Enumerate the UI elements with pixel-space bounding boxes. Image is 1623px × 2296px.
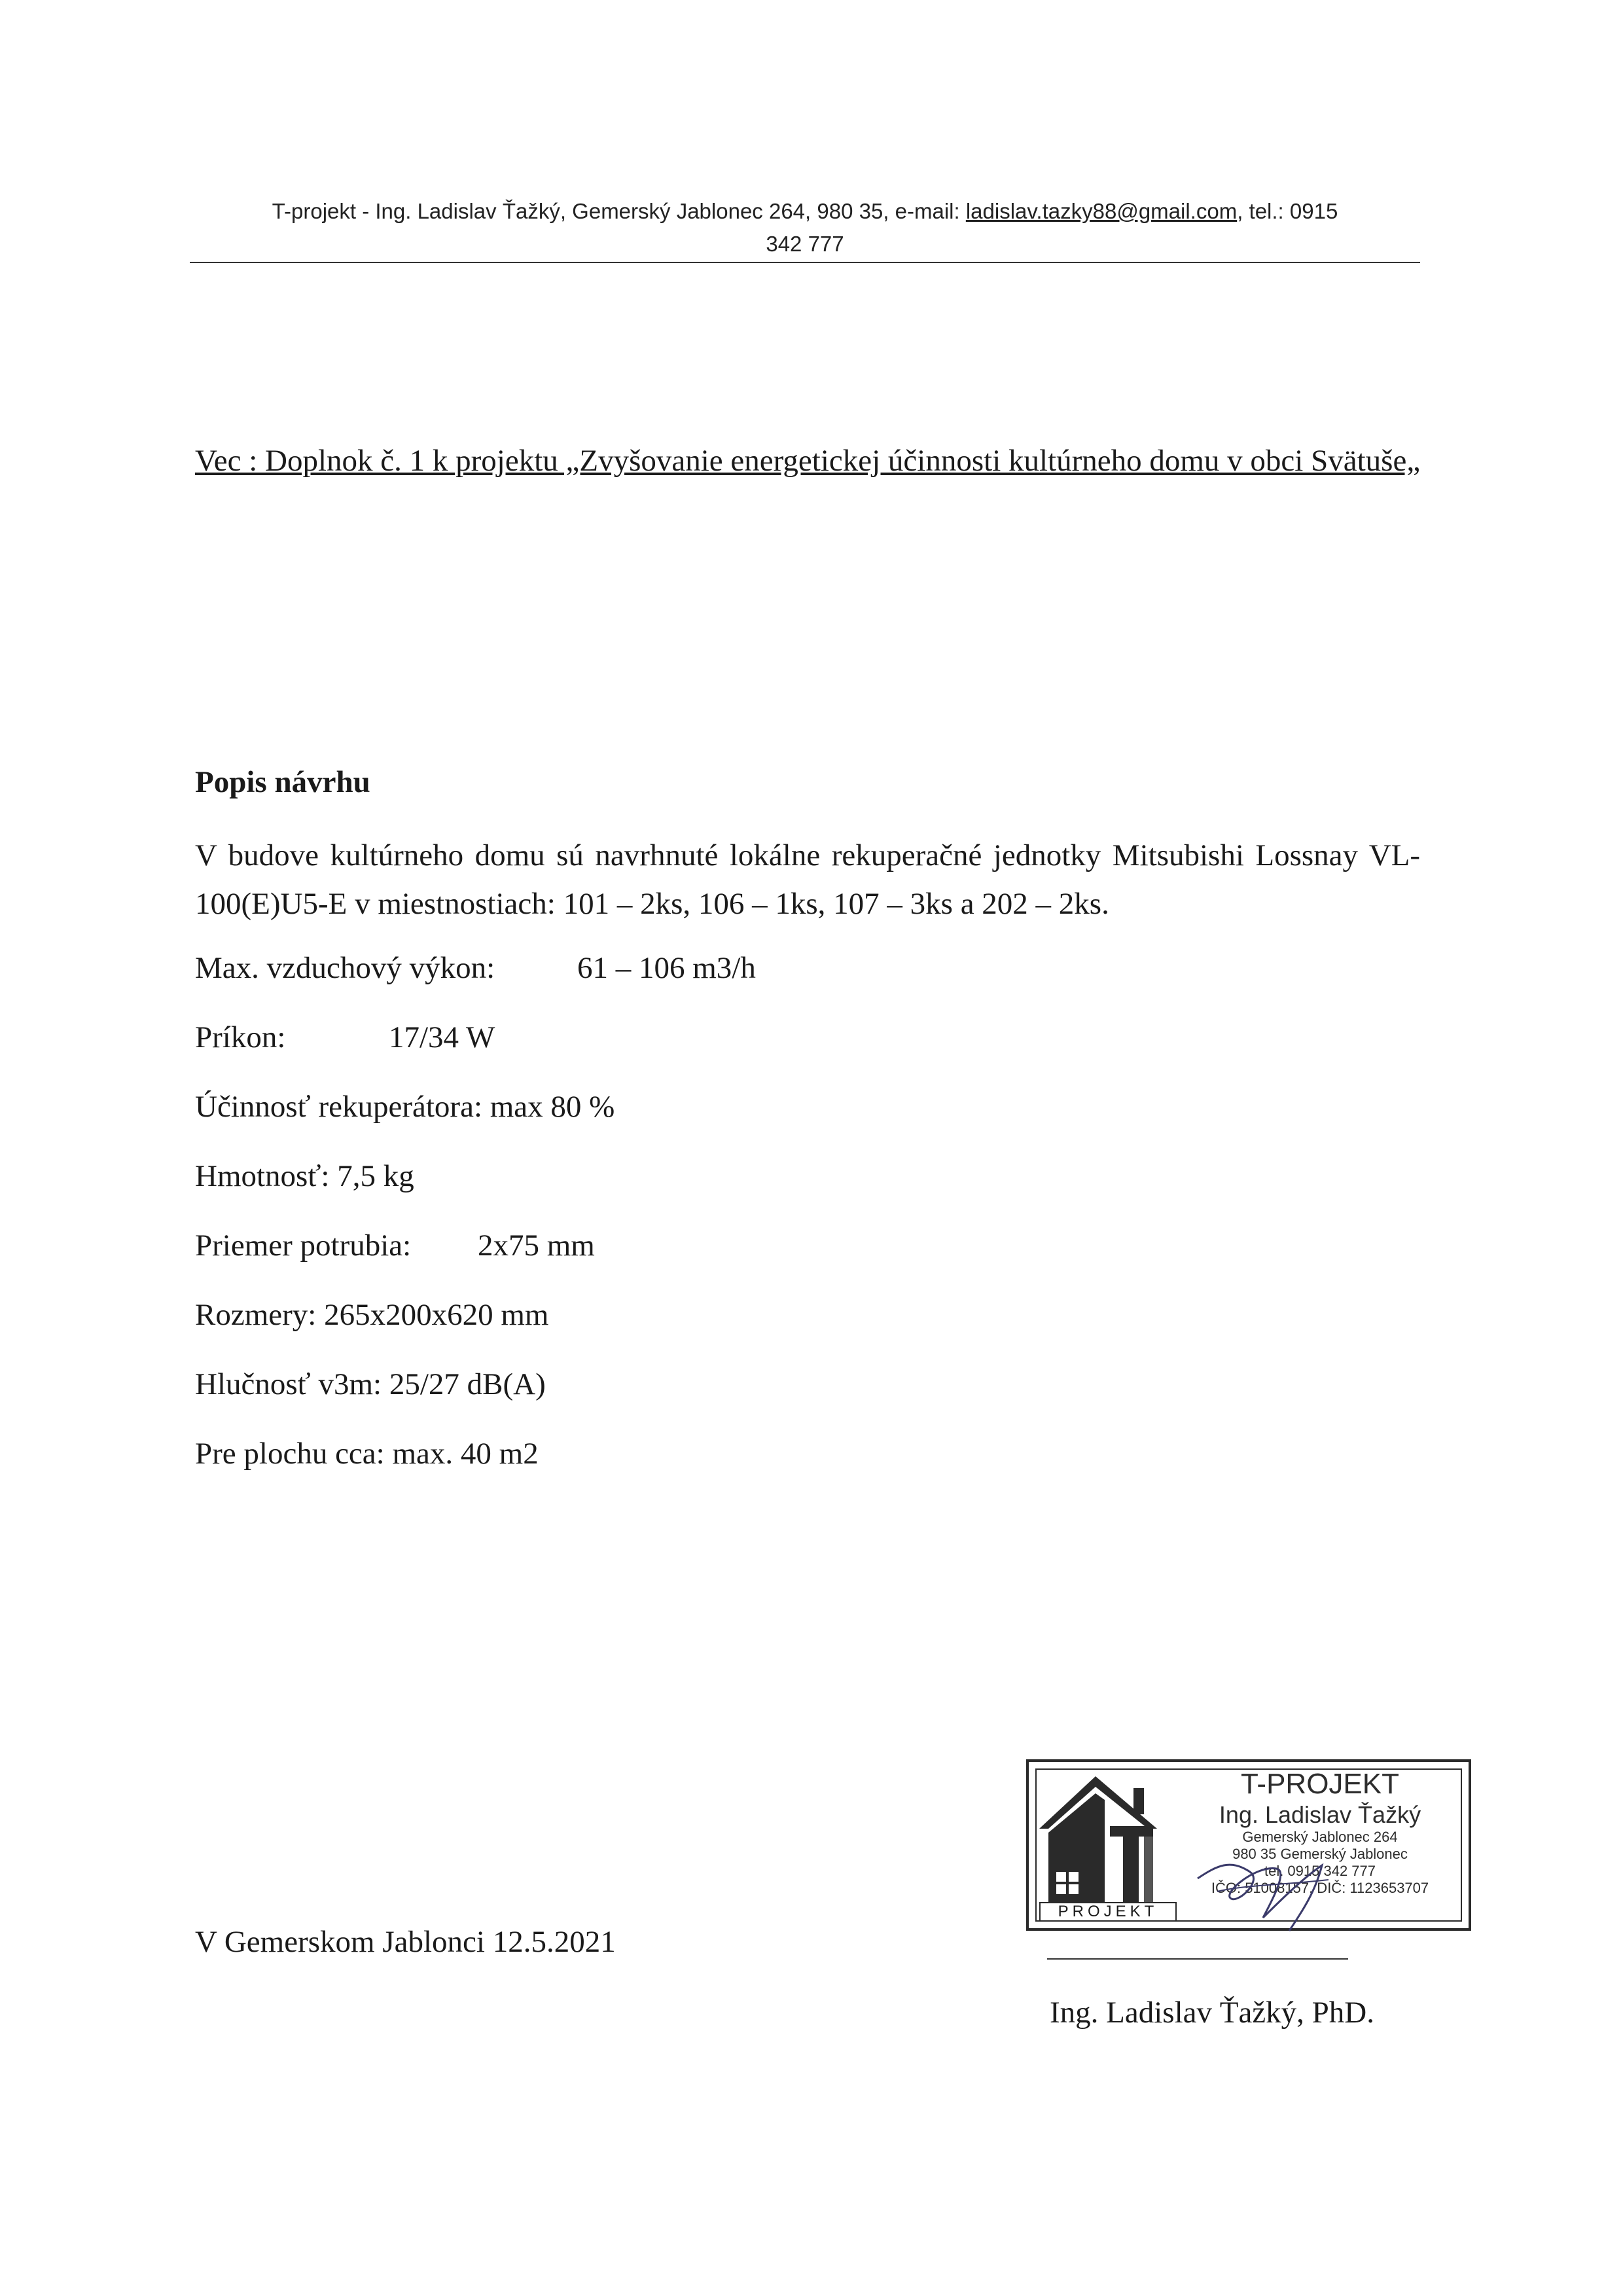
spec-label: Pre plochu cca: max. 40 m2 (195, 1437, 539, 1471)
spec-label: Rozmery: 265x200x620 mm (195, 1298, 549, 1332)
spec-label: Príkon: (195, 1020, 286, 1054)
signature-line (1047, 1958, 1348, 1960)
spec-dimensions (195, 1297, 548, 1333)
section-heading: Popis návrhu (195, 765, 370, 799)
spec-label: Hlučnosť v3m: 25/27 dB(A) (195, 1367, 546, 1401)
spec-duct-diameter (195, 1228, 595, 1263)
spec-weight (195, 1158, 414, 1194)
stamp-phone: tel. 0915 342 777 (1264, 1863, 1376, 1879)
letterhead (190, 195, 1420, 260)
stamp-address: Gemerský Jablonec 264 (1242, 1829, 1398, 1845)
place-and-date: V Gemerskom Jablonci 12.5.2021 (195, 1925, 616, 1959)
house-logo-icon (1033, 1774, 1169, 1902)
stamp-ids: IČO: 51008157, DIČ: 1123653707 (1211, 1880, 1429, 1896)
spec-noise (195, 1367, 546, 1402)
letterhead-line-1: T-projekt - Ing. Ladislav Ťažký, Gemerský Jablonec 264, 980 35, e-mail: ladislav.tazky88@gmail.com, tel.: 0915 (272, 199, 1338, 223)
spec-label: Priemer potrubia: (195, 1229, 412, 1263)
spec-value: 17/34 W (389, 1020, 495, 1054)
stamp-title: T-PROJEKT (1240, 1768, 1400, 1800)
handwritten-signature (1191, 1839, 1348, 1937)
spec-airflow (195, 950, 756, 986)
subject-line: Vec : Doplnok č. 1 k projektu „Zvyšovanie energetickej účinnosti kultúrneho domu v obci Svätuše„ (195, 444, 1421, 478)
header-divider (190, 262, 1420, 263)
spec-power (195, 1020, 495, 1055)
stamp-brand: PROJEKT (1039, 1902, 1177, 1922)
letterhead-line-2: 342 777 (766, 232, 844, 256)
spec-label: Hmotnosť: 7,5 kg (195, 1159, 414, 1193)
spec-value: 2x75 mm (478, 1229, 595, 1263)
spec-efficiency (195, 1089, 615, 1124)
spec-label: Max. vzduchový výkon: (195, 951, 495, 985)
spec-area (195, 1436, 539, 1471)
description-paragraph: V budove kultúrneho domu sú navrhnuté lokálne rekuperačné jednotky Mitsubishi Lossnay VL-100(E)U5-E v miestnostiach: 101 – 2ks, 106 – 1ks, 107 – 3ks a 202 – 2ks. (195, 838, 1420, 921)
spec-label: Účinnosť rekuperátora: max 80 % (195, 1090, 615, 1124)
email-link[interactable]: ladislav.tazky88@gmail.com (965, 199, 1238, 223)
signer-name: Ing. Ladislav Ťažký, PhD. (1050, 1996, 1375, 2030)
stamp-name: Ing. Ladislav Ťažký (1219, 1801, 1421, 1828)
stamp-city: 980 35 Gemerský Jablonec (1232, 1846, 1408, 1862)
spec-value: 61 – 106 m3/h (577, 951, 756, 985)
